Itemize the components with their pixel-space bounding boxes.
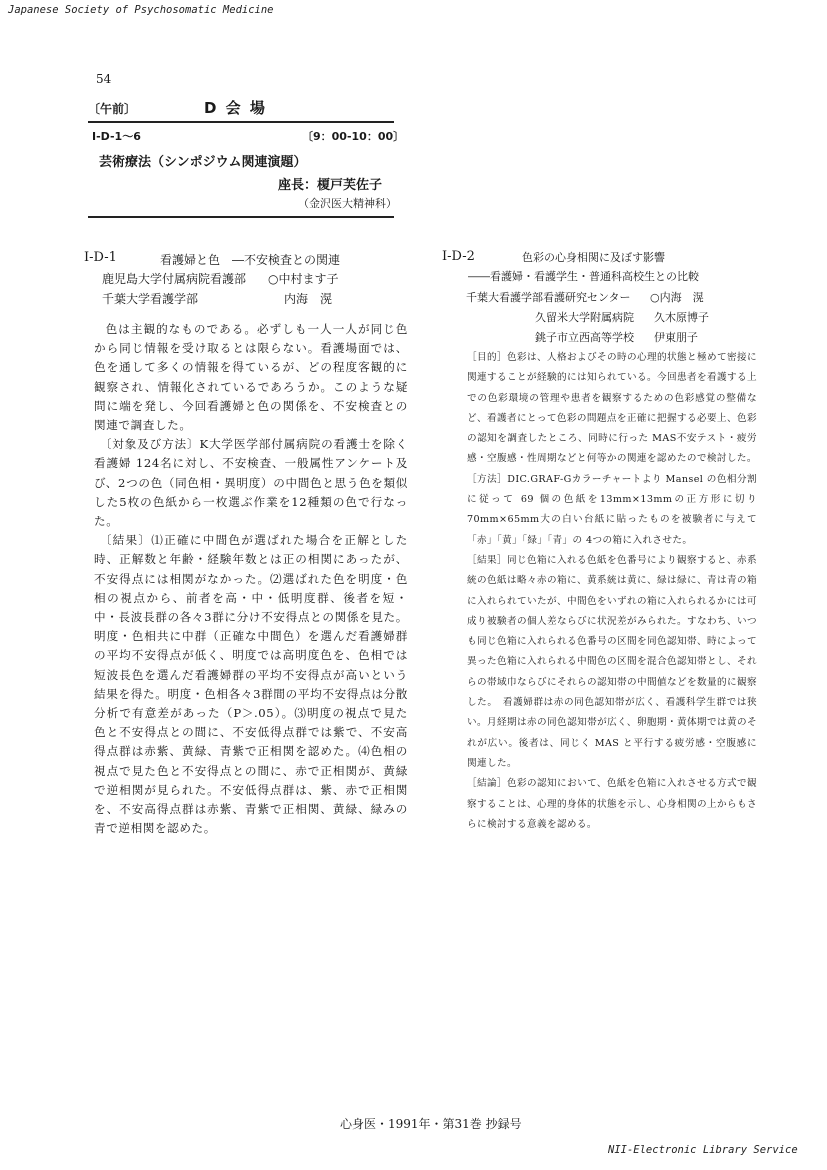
- abstract-1-author-2-affiliation: 千葉大学看護学部: [102, 292, 199, 306]
- abstract-2-title: 色彩の心身相関に及ぼす影響: [522, 251, 665, 264]
- journal-footer: 心身医・1991年・第31巻 抄録号: [340, 1117, 522, 1131]
- session-room: D 会 場: [204, 99, 267, 117]
- abstract-1-paragraph: 〔結果〕⑴正確に中間色が選ばれた場合を正解とした時、正解数と年齢・経験年数とは正の相関にあったが、不安得点には相関がなかった。⑵選ばれた色を明度・色相の視点から、前者を高・中・低明度群、後者を短・中・長波長群の各々3群に分け不安得点との関係を見た。明度・色相共に中群（正確な中間色）を選んだ看護婦群の平均不安得点が低く、明度では高明度色を、色相では短波長色を選んだ看護婦群の平均不安得点が高いという結果を得た。明度・色相各々3群間の平均不安得点は分散分析で有意差があった（P＞.05）。⑶明度の視点で見た色と不安得点との間に、不安低得点群では紫で、不安高得点群は赤紫、黄緑、青紫で正相関を認めた。⑷色相の視点で見た色と不安得点との間に、赤で正相関が、黄緑で逆相関が見られた。不安低得点群は、紫、赤で正相関を、不安高得点群は赤紫、青紫で正相関、黄緑、緑みの青で逆相関を認めた。: [94, 533, 408, 836]
- session-code: I-D-1～6: [92, 130, 141, 143]
- abstract-2-paragraph: ［目的］色彩は、人格およびその時の心理的状態と極めて密接に関連することが経験的には知られている。今回患者を看護する上での色彩環境の管理や患者を観察するための色彩感覚の整備など、看護者にとって色彩の問題点を正確に把握する必要上、色彩の認知を調査したところ、同時に行った MAS不安テスト・疲労感・空腹感・性周期などと何等かの関連を認めたので検討した。: [467, 352, 757, 465]
- abstract-2-body: [467, 348, 757, 835]
- session-top-rule: [88, 121, 394, 123]
- session-time-of-day: 〔午前〕: [88, 102, 137, 116]
- abstract-2-subtitle: ――看護婦・看護学生・普通科高校生との比較: [468, 270, 699, 283]
- abstract-2-id: I-D-2: [442, 249, 475, 264]
- abstract-1-paragraph: 色は主観的なものである。必ずしも一人一人が同じ色から同じ情報を受け取るとは限らない。看護場面では、色を通して多くの情報を得ているが、どの程度客観的に観察され、情報化されているであろうか。このような疑問に端を発し、今回看護婦と色の関係を、不安検査との関連で調査した。: [94, 322, 408, 433]
- session-chair: 座長：榎戸芙佐子: [278, 178, 383, 193]
- abstract-2-author-3-name: 伊東朋子: [654, 331, 698, 344]
- abstract-1-author-1-name: ○中村ます子: [268, 272, 339, 286]
- abstract-2-paragraph: ［方法］DIC.GRAF-Gカラーチャートより Mansel の色相分割に従って 69 個の色紙を13mm×13mmの正方形に切り70mm×65mm大の白い台紙に貼ったものを被験者に与えて「赤」「黄」「緑」「青」の 4つの箱に入れさせた。: [467, 473, 757, 546]
- abstract-1-body: [94, 320, 408, 838]
- page-number: 54: [96, 72, 112, 86]
- abstract-2-paragraph: ［結論］色彩の認知において、色紙を色箱に入れさせる方式で観察することは、心理的身体的状態を示し、心身相関の上からもさらに検討する意義を認める。: [467, 778, 757, 830]
- session-bottom-rule: [88, 216, 394, 218]
- abstract-2-paragraph: ［結果］同じ色箱に入れる色紙を色番号により観察すると、赤系統の色紙は略々赤の箱に、黄系統は黄に、緑は緑に、青は青の箱に入れられていたが、中間色をいずれの箱に入れられるかには可成り被験者の個人差ならびに状況差がみられた。すなわち、いつも同じ色箱に入れられる色番号の区間を同色認知帯、時によって異った色箱に入れられる中間色の区間を混合色認知帯とし、それらの帯域巾ならびにそれらの認知帯の中間値などを数量的に観察した。 看護婦群は赤の同色認知帯が広く、看護科学生群では狭い。月経期は赤の同色認知帯が広く、卵胞期・黄体期では黄のそれが広い。後者は、同じく MAS と平行する疲労感・空腹感に関連した。: [467, 554, 757, 769]
- abstract-2-author-3-affiliation: 銚子市立西高等学校: [535, 331, 634, 344]
- abstract-2-author-2-name: 久木原博子: [654, 311, 709, 324]
- abstract-1-author-1-affiliation: 鹿児島大学付属病院看護部: [102, 272, 247, 286]
- society-header: Japanese Society of Psychosomatic Medicine: [8, 4, 274, 16]
- abstract-1-id: I-D-1: [84, 250, 117, 265]
- library-service-footer: NII-Electronic Library Service: [608, 1144, 798, 1156]
- session-chair-affiliation: （金沢医大精神科）: [298, 197, 397, 210]
- abstract-2-author-1-affiliation: 千葉大看護学部看護研究センター: [466, 291, 631, 304]
- abstract-2-author-2-affiliation: 久留米大学附属病院: [535, 311, 634, 324]
- abstract-1-paragraph: 〔対象及び方法〕K大学医学部付属病院の看護士を除く看護婦 124名に対し、不安検査、一般属性アンケート及び、2つの色（同色相・異明度）の中間色と思う色を類似した5枚の色紙から一枚選ぶ作業を12種類の色で行なった。: [94, 437, 408, 529]
- abstract-1-author-2-name: 内海 滉: [284, 292, 333, 306]
- abstract-1-title: 看護婦と色 ―不安検査との関連: [160, 253, 341, 267]
- session-time: 〔9：00-10：00〕: [302, 130, 405, 143]
- abstract-2-author-1-name: ○内海 滉: [650, 291, 704, 304]
- session-title: 芸術療法（シンポジウム関連演題）: [99, 155, 307, 170]
